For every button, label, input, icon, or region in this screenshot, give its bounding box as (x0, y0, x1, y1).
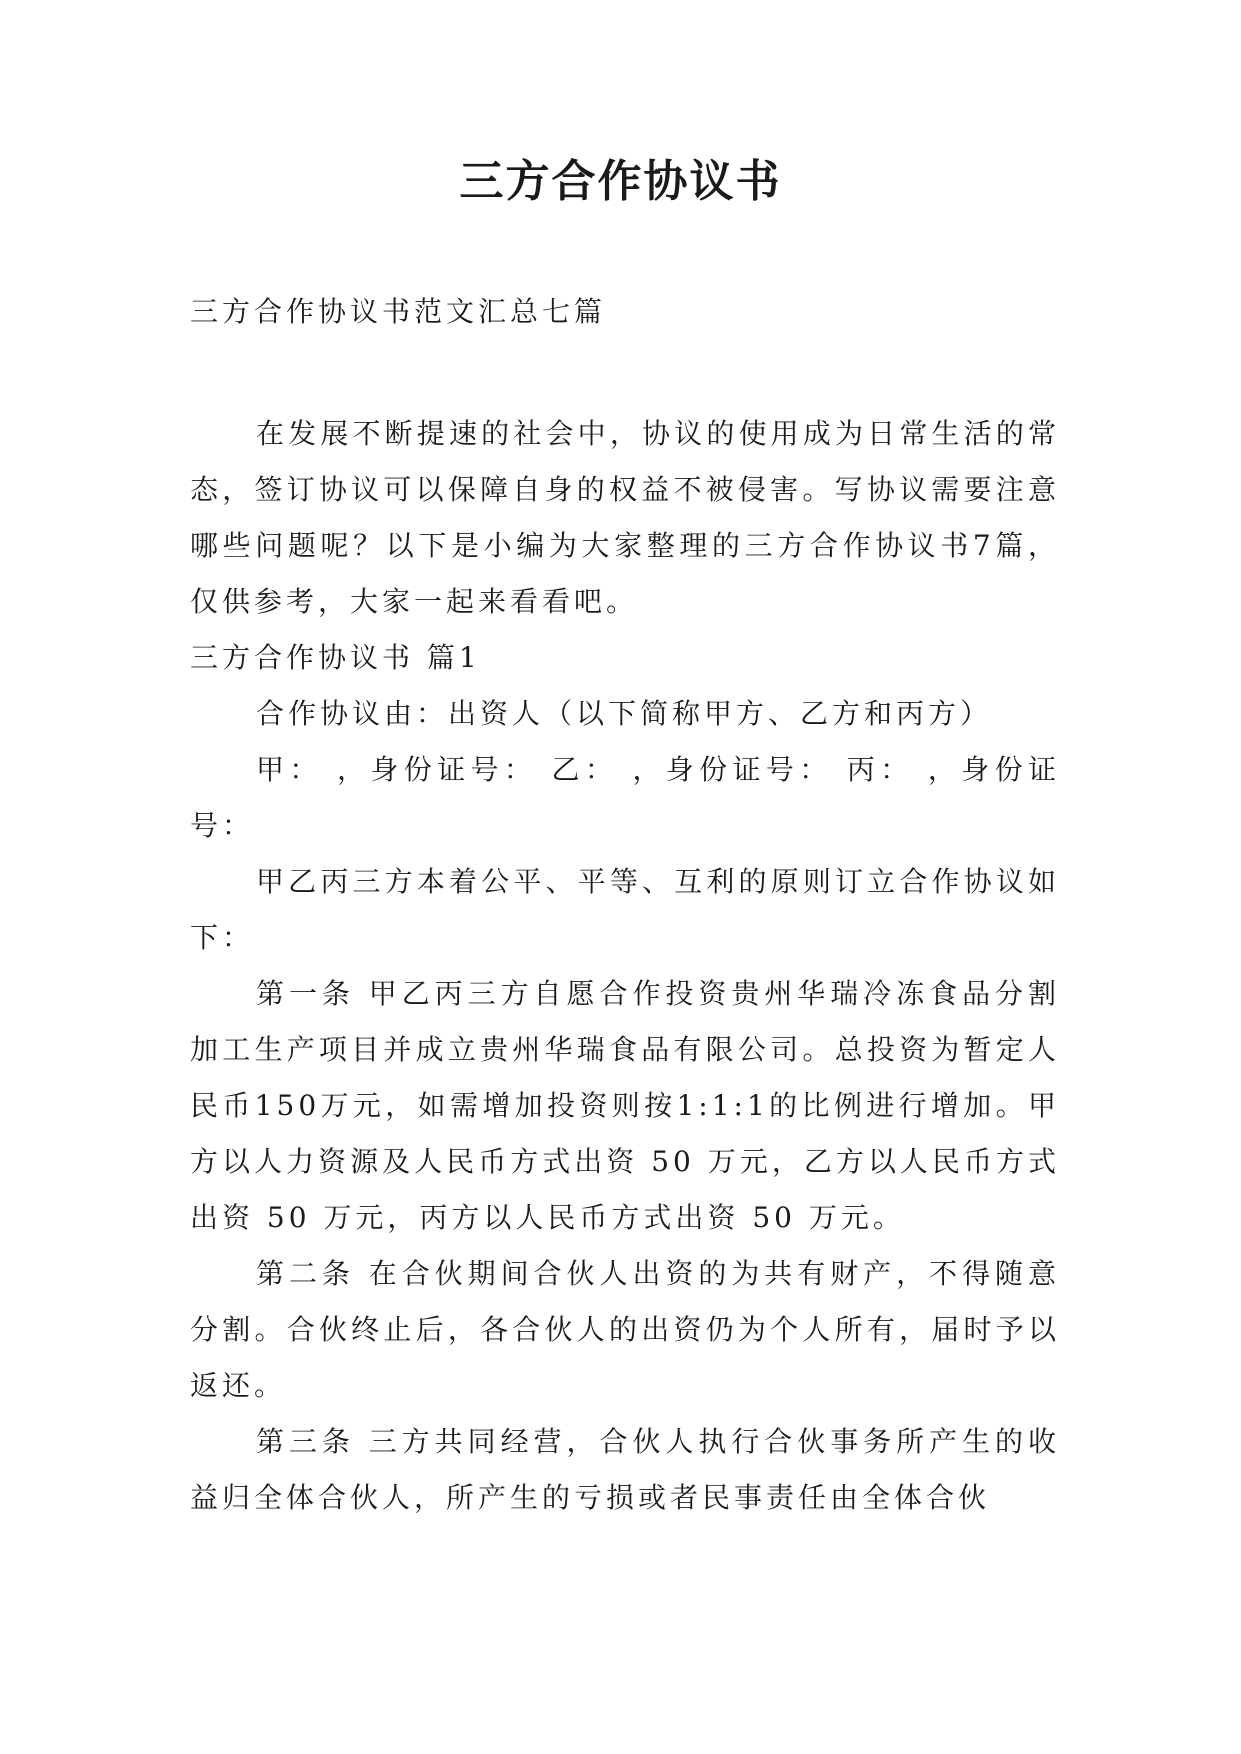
document-title: 三方合作协议书 (459, 156, 782, 207)
article-1-paragraph: 第一条 甲乙丙三方自愿合作投资贵州华瑞冷冻食品分割加工生产项目并成立贵州华瑞食品有限公司。总投资为暂定人民币150万元，如需增加投资则按1:1:1的比例进行增加。甲方以人力资源及人民币方式出资 50 万元，乙方以人民币方式出资 50 万元，丙方以人民币方式出资 50 万元。 (190, 977, 1060, 1234)
principle-paragraph: 甲乙丙三方本着公平、平等、互利的原则订立合作协议如下： (190, 865, 1060, 954)
document-subtitle: 三方合作协议书范文汇总七篇 (190, 295, 607, 328)
intro-paragraph: 在发展不断提速的社会中，协议的使用成为日常生活的常态，签订协议可以保障自身的权益不被侵害。写协议需要注意哪些问题呢？以下是小编为大家整理的三方合作协议书7篇，仅供参考，大家一起来看看吧。 (190, 417, 1060, 618)
document-body (190, 406, 1060, 1526)
parties-paragraph: 合作协议由：出资人（以下简称甲方、乙方和丙方） (256, 697, 993, 730)
article-2-paragraph: 第二条 在合伙期间合伙人出资的为共有财产，不得随意分割。合伙终止后，各合伙人的出资仍为个人所有，届时予以返还。 (190, 1257, 1060, 1402)
id-numbers-paragraph: 甲： ，身份证号： 乙： ，身份证号： 丙： ，身份证号： (190, 753, 1060, 842)
section-heading: 三方合作协议书 篇1 (190, 641, 481, 674)
article-3-paragraph: 第三条 三方共同经营，合伙人执行合伙事务所产生的收益归全体合伙人，所产生的亏损或者民事责任由全体合伙 (190, 1425, 1060, 1514)
